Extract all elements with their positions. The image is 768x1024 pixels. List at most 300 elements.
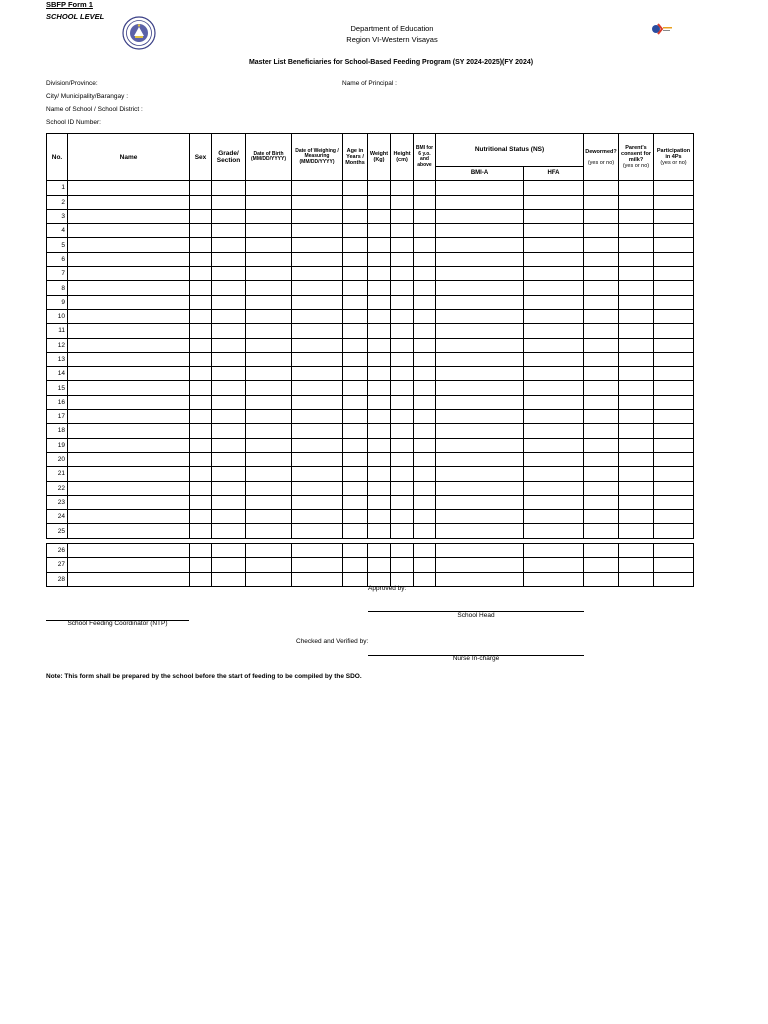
table-cell[interactable] bbox=[212, 424, 246, 438]
table-cell[interactable] bbox=[584, 338, 619, 352]
table-cell[interactable] bbox=[391, 295, 414, 309]
table-cell[interactable] bbox=[619, 495, 654, 509]
table-cell[interactable] bbox=[436, 252, 524, 266]
table-cell[interactable] bbox=[246, 209, 292, 223]
table-cell[interactable] bbox=[292, 481, 343, 495]
table-cell[interactable] bbox=[292, 352, 343, 366]
table-cell[interactable] bbox=[391, 381, 414, 395]
table-cell[interactable] bbox=[292, 558, 343, 572]
table-cell[interactable] bbox=[584, 195, 619, 209]
table-cell[interactable] bbox=[414, 281, 436, 295]
table-cell[interactable] bbox=[654, 424, 694, 438]
table-cell[interactable] bbox=[212, 324, 246, 338]
table-cell[interactable] bbox=[190, 281, 212, 295]
table-cell[interactable] bbox=[524, 495, 584, 509]
table-cell[interactable] bbox=[368, 381, 391, 395]
table-cell[interactable] bbox=[654, 452, 694, 466]
table-cell[interactable] bbox=[436, 438, 524, 452]
table-cell[interactable] bbox=[212, 267, 246, 281]
table-cell[interactable] bbox=[524, 267, 584, 281]
table-cell[interactable] bbox=[68, 209, 190, 223]
table-cell[interactable] bbox=[190, 209, 212, 223]
table-cell[interactable] bbox=[654, 438, 694, 452]
table-cell[interactable] bbox=[414, 467, 436, 481]
table-cell[interactable] bbox=[292, 495, 343, 509]
table-cell[interactable] bbox=[654, 295, 694, 309]
table-cell[interactable] bbox=[524, 352, 584, 366]
table-cell[interactable] bbox=[619, 572, 654, 586]
table-cell[interactable] bbox=[246, 524, 292, 538]
table-cell[interactable] bbox=[343, 452, 368, 466]
table-cell[interactable] bbox=[246, 352, 292, 366]
table-cell[interactable] bbox=[343, 424, 368, 438]
table-cell[interactable] bbox=[619, 209, 654, 223]
table-cell[interactable] bbox=[368, 495, 391, 509]
table-cell[interactable] bbox=[414, 524, 436, 538]
table-cell[interactable] bbox=[584, 281, 619, 295]
table-cell[interactable] bbox=[414, 381, 436, 395]
table-cell[interactable] bbox=[68, 324, 190, 338]
table-cell[interactable] bbox=[368, 467, 391, 481]
table-cell[interactable] bbox=[414, 252, 436, 266]
table-cell[interactable] bbox=[246, 324, 292, 338]
table-cell[interactable] bbox=[654, 195, 694, 209]
table-cell[interactable] bbox=[212, 467, 246, 481]
table-cell[interactable] bbox=[436, 558, 524, 572]
table-cell[interactable] bbox=[190, 395, 212, 409]
table-cell[interactable] bbox=[436, 195, 524, 209]
table-cell[interactable] bbox=[654, 572, 694, 586]
table-cell[interactable] bbox=[584, 495, 619, 509]
table-cell[interactable] bbox=[212, 181, 246, 195]
table-cell[interactable] bbox=[343, 381, 368, 395]
table-cell[interactable] bbox=[391, 181, 414, 195]
table-cell[interactable] bbox=[619, 267, 654, 281]
table-cell[interactable] bbox=[584, 544, 619, 558]
table-cell[interactable] bbox=[343, 524, 368, 538]
table-cell[interactable] bbox=[246, 510, 292, 524]
table-cell[interactable] bbox=[212, 410, 246, 424]
table-cell[interactable] bbox=[524, 481, 584, 495]
table-cell[interactable] bbox=[524, 524, 584, 538]
table-cell[interactable] bbox=[292, 367, 343, 381]
table-cell[interactable] bbox=[68, 510, 190, 524]
table-cell[interactable] bbox=[654, 267, 694, 281]
table-cell[interactable] bbox=[68, 281, 190, 295]
table-cell[interactable] bbox=[391, 352, 414, 366]
table-cell[interactable] bbox=[524, 424, 584, 438]
table-cell[interactable] bbox=[414, 224, 436, 238]
table-cell[interactable] bbox=[68, 495, 190, 509]
table-cell[interactable] bbox=[343, 352, 368, 366]
table-cell[interactable] bbox=[414, 238, 436, 252]
table-cell[interactable] bbox=[343, 338, 368, 352]
table-cell[interactable] bbox=[524, 195, 584, 209]
table-cell[interactable] bbox=[246, 309, 292, 323]
table-cell[interactable] bbox=[212, 524, 246, 538]
table-cell[interactable] bbox=[68, 438, 190, 452]
table-cell[interactable] bbox=[619, 438, 654, 452]
table-cell[interactable] bbox=[436, 324, 524, 338]
table-cell[interactable] bbox=[414, 452, 436, 466]
table-cell[interactable] bbox=[292, 267, 343, 281]
table-cell[interactable] bbox=[212, 381, 246, 395]
table-cell[interactable] bbox=[654, 309, 694, 323]
table-cell[interactable] bbox=[584, 467, 619, 481]
table-cell[interactable] bbox=[368, 481, 391, 495]
table-cell[interactable] bbox=[212, 238, 246, 252]
table-cell[interactable] bbox=[212, 572, 246, 586]
table-cell[interactable] bbox=[246, 267, 292, 281]
table-cell[interactable] bbox=[190, 524, 212, 538]
table-cell[interactable] bbox=[619, 181, 654, 195]
table-cell[interactable] bbox=[524, 395, 584, 409]
table-cell[interactable] bbox=[246, 281, 292, 295]
table-cell[interactable] bbox=[212, 252, 246, 266]
table-cell[interactable] bbox=[246, 395, 292, 409]
table-cell[interactable] bbox=[654, 209, 694, 223]
table-cell[interactable] bbox=[343, 495, 368, 509]
table-cell[interactable] bbox=[343, 252, 368, 266]
table-cell[interactable] bbox=[524, 238, 584, 252]
table-cell[interactable] bbox=[391, 338, 414, 352]
table-cell[interactable] bbox=[654, 495, 694, 509]
table-cell[interactable] bbox=[292, 195, 343, 209]
table-cell[interactable] bbox=[584, 224, 619, 238]
table-cell[interactable] bbox=[414, 209, 436, 223]
table-cell[interactable] bbox=[524, 209, 584, 223]
table-cell[interactable] bbox=[524, 224, 584, 238]
table-cell[interactable] bbox=[68, 395, 190, 409]
table-cell[interactable] bbox=[414, 438, 436, 452]
table-cell[interactable] bbox=[212, 544, 246, 558]
table-cell[interactable] bbox=[654, 467, 694, 481]
table-cell[interactable] bbox=[391, 267, 414, 281]
table-cell[interactable] bbox=[343, 238, 368, 252]
table-cell[interactable] bbox=[654, 238, 694, 252]
table-cell[interactable] bbox=[584, 238, 619, 252]
table-cell[interactable] bbox=[524, 324, 584, 338]
table-cell[interactable] bbox=[68, 224, 190, 238]
table-cell[interactable] bbox=[246, 452, 292, 466]
table-cell[interactable] bbox=[584, 424, 619, 438]
table-cell[interactable] bbox=[654, 381, 694, 395]
table-cell[interactable] bbox=[246, 367, 292, 381]
table-cell[interactable] bbox=[68, 424, 190, 438]
table-cell[interactable] bbox=[368, 238, 391, 252]
table-cell[interactable] bbox=[654, 224, 694, 238]
table-cell[interactable] bbox=[292, 324, 343, 338]
table-cell[interactable] bbox=[292, 438, 343, 452]
table-cell[interactable] bbox=[68, 238, 190, 252]
table-cell[interactable] bbox=[246, 467, 292, 481]
table-cell[interactable] bbox=[368, 544, 391, 558]
table-cell[interactable] bbox=[391, 238, 414, 252]
table-cell[interactable] bbox=[436, 467, 524, 481]
table-cell[interactable] bbox=[436, 367, 524, 381]
table-cell[interactable] bbox=[190, 367, 212, 381]
table-cell[interactable] bbox=[619, 281, 654, 295]
table-cell[interactable] bbox=[414, 181, 436, 195]
table-cell[interactable] bbox=[190, 238, 212, 252]
table-cell[interactable] bbox=[68, 267, 190, 281]
table-cell[interactable] bbox=[246, 410, 292, 424]
table-cell[interactable] bbox=[343, 295, 368, 309]
table-cell[interactable] bbox=[343, 324, 368, 338]
table-cell[interactable] bbox=[292, 295, 343, 309]
table-cell[interactable] bbox=[524, 452, 584, 466]
table-cell[interactable] bbox=[343, 510, 368, 524]
table-cell[interactable] bbox=[619, 352, 654, 366]
table-cell[interactable] bbox=[368, 309, 391, 323]
table-cell[interactable] bbox=[190, 510, 212, 524]
table-cell[interactable] bbox=[391, 544, 414, 558]
table-cell[interactable] bbox=[436, 510, 524, 524]
table-cell[interactable] bbox=[68, 467, 190, 481]
table-cell[interactable] bbox=[414, 395, 436, 409]
table-cell[interactable] bbox=[584, 181, 619, 195]
table-cell[interactable] bbox=[414, 352, 436, 366]
table-cell[interactable] bbox=[436, 544, 524, 558]
table-cell[interactable] bbox=[212, 352, 246, 366]
table-cell[interactable] bbox=[414, 510, 436, 524]
table-cell[interactable] bbox=[68, 524, 190, 538]
table-cell[interactable] bbox=[619, 238, 654, 252]
table-cell[interactable] bbox=[212, 195, 246, 209]
table-cell[interactable] bbox=[391, 309, 414, 323]
table-cell[interactable] bbox=[190, 267, 212, 281]
table-cell[interactable] bbox=[436, 281, 524, 295]
table-cell[interactable] bbox=[524, 544, 584, 558]
table-cell[interactable] bbox=[246, 558, 292, 572]
table-cell[interactable] bbox=[292, 544, 343, 558]
table-cell[interactable] bbox=[246, 195, 292, 209]
table-cell[interactable] bbox=[212, 224, 246, 238]
table-cell[interactable] bbox=[414, 424, 436, 438]
table-cell[interactable] bbox=[654, 395, 694, 409]
table-cell[interactable] bbox=[68, 252, 190, 266]
table-cell[interactable] bbox=[190, 224, 212, 238]
table-cell[interactable] bbox=[414, 544, 436, 558]
table-cell[interactable] bbox=[212, 338, 246, 352]
table-cell[interactable] bbox=[212, 481, 246, 495]
table-cell[interactable] bbox=[436, 424, 524, 438]
table-cell[interactable] bbox=[212, 281, 246, 295]
table-cell[interactable] bbox=[414, 367, 436, 381]
table-cell[interactable] bbox=[391, 209, 414, 223]
table-cell[interactable] bbox=[368, 395, 391, 409]
table-cell[interactable] bbox=[391, 224, 414, 238]
table-cell[interactable] bbox=[619, 452, 654, 466]
table-cell[interactable] bbox=[368, 324, 391, 338]
table-cell[interactable] bbox=[190, 324, 212, 338]
table-cell[interactable] bbox=[246, 481, 292, 495]
table-cell[interactable] bbox=[190, 544, 212, 558]
table-cell[interactable] bbox=[292, 572, 343, 586]
table-cell[interactable] bbox=[391, 367, 414, 381]
table-cell[interactable] bbox=[436, 267, 524, 281]
table-cell[interactable] bbox=[654, 181, 694, 195]
table-cell[interactable] bbox=[292, 452, 343, 466]
table-cell[interactable] bbox=[391, 452, 414, 466]
table-cell[interactable] bbox=[190, 195, 212, 209]
table-cell[interactable] bbox=[524, 281, 584, 295]
table-cell[interactable] bbox=[343, 395, 368, 409]
table-cell[interactable] bbox=[524, 181, 584, 195]
table-cell[interactable] bbox=[436, 410, 524, 424]
table-cell[interactable] bbox=[391, 324, 414, 338]
table-cell[interactable] bbox=[584, 367, 619, 381]
table-cell[interactable] bbox=[584, 481, 619, 495]
table-cell[interactable] bbox=[246, 544, 292, 558]
table-cell[interactable] bbox=[343, 481, 368, 495]
table-cell[interactable] bbox=[343, 572, 368, 586]
table-cell[interactable] bbox=[212, 209, 246, 223]
table-cell[interactable] bbox=[584, 309, 619, 323]
table-cell[interactable] bbox=[654, 338, 694, 352]
table-cell[interactable] bbox=[654, 410, 694, 424]
table-cell[interactable] bbox=[212, 395, 246, 409]
table-cell[interactable] bbox=[524, 467, 584, 481]
table-cell[interactable] bbox=[292, 252, 343, 266]
table-cell[interactable] bbox=[343, 195, 368, 209]
table-cell[interactable] bbox=[436, 572, 524, 586]
table-cell[interactable] bbox=[619, 252, 654, 266]
table-cell[interactable] bbox=[368, 295, 391, 309]
table-cell[interactable] bbox=[246, 295, 292, 309]
table-cell[interactable] bbox=[524, 252, 584, 266]
table-cell[interactable] bbox=[524, 510, 584, 524]
table-cell[interactable] bbox=[343, 224, 368, 238]
table-cell[interactable] bbox=[368, 438, 391, 452]
table-cell[interactable] bbox=[190, 424, 212, 438]
table-cell[interactable] bbox=[190, 572, 212, 586]
table-cell[interactable] bbox=[343, 281, 368, 295]
table-cell[interactable] bbox=[584, 295, 619, 309]
table-cell[interactable] bbox=[190, 410, 212, 424]
table-cell[interactable] bbox=[391, 424, 414, 438]
table-cell[interactable] bbox=[190, 438, 212, 452]
table-cell[interactable] bbox=[343, 209, 368, 223]
table-cell[interactable] bbox=[654, 252, 694, 266]
table-cell[interactable] bbox=[391, 281, 414, 295]
table-cell[interactable] bbox=[246, 438, 292, 452]
table-cell[interactable] bbox=[414, 324, 436, 338]
table-cell[interactable] bbox=[246, 424, 292, 438]
table-cell[interactable] bbox=[212, 452, 246, 466]
table-cell[interactable] bbox=[654, 324, 694, 338]
table-cell[interactable] bbox=[524, 438, 584, 452]
table-cell[interactable] bbox=[292, 381, 343, 395]
table-cell[interactable] bbox=[246, 495, 292, 509]
table-cell[interactable] bbox=[212, 367, 246, 381]
table-cell[interactable] bbox=[619, 224, 654, 238]
table-cell[interactable] bbox=[436, 481, 524, 495]
table-cell[interactable] bbox=[68, 381, 190, 395]
table-cell[interactable] bbox=[368, 558, 391, 572]
table-cell[interactable] bbox=[619, 410, 654, 424]
table-cell[interactable] bbox=[292, 238, 343, 252]
table-cell[interactable] bbox=[524, 410, 584, 424]
table-cell[interactable] bbox=[584, 324, 619, 338]
table-cell[interactable] bbox=[524, 309, 584, 323]
table-cell[interactable] bbox=[436, 209, 524, 223]
table-cell[interactable] bbox=[292, 510, 343, 524]
table-cell[interactable] bbox=[212, 495, 246, 509]
table-cell[interactable] bbox=[654, 544, 694, 558]
table-cell[interactable] bbox=[414, 295, 436, 309]
table-cell[interactable] bbox=[190, 381, 212, 395]
table-cell[interactable] bbox=[246, 238, 292, 252]
table-cell[interactable] bbox=[391, 524, 414, 538]
table-cell[interactable] bbox=[292, 424, 343, 438]
table-cell[interactable] bbox=[654, 524, 694, 538]
table-cell[interactable] bbox=[212, 558, 246, 572]
table-cell[interactable] bbox=[584, 252, 619, 266]
table-cell[interactable] bbox=[436, 452, 524, 466]
table-cell[interactable] bbox=[414, 267, 436, 281]
table-cell[interactable] bbox=[524, 338, 584, 352]
table-cell[interactable] bbox=[212, 510, 246, 524]
table-cell[interactable] bbox=[619, 324, 654, 338]
table-cell[interactable] bbox=[584, 510, 619, 524]
table-cell[interactable] bbox=[436, 524, 524, 538]
table-cell[interactable] bbox=[584, 452, 619, 466]
table-cell[interactable] bbox=[190, 452, 212, 466]
table-cell[interactable] bbox=[391, 410, 414, 424]
table-cell[interactable] bbox=[436, 495, 524, 509]
table-cell[interactable] bbox=[368, 338, 391, 352]
table-cell[interactable] bbox=[584, 381, 619, 395]
table-cell[interactable] bbox=[368, 195, 391, 209]
table-cell[interactable] bbox=[584, 572, 619, 586]
table-cell[interactable] bbox=[212, 295, 246, 309]
table-cell[interactable] bbox=[246, 224, 292, 238]
table-cell[interactable] bbox=[292, 524, 343, 538]
table-cell[interactable] bbox=[391, 481, 414, 495]
table-cell[interactable] bbox=[368, 224, 391, 238]
table-cell[interactable] bbox=[524, 367, 584, 381]
table-cell[interactable] bbox=[584, 267, 619, 281]
table-cell[interactable] bbox=[343, 558, 368, 572]
table-cell[interactable] bbox=[212, 309, 246, 323]
table-cell[interactable] bbox=[619, 338, 654, 352]
table-cell[interactable] bbox=[343, 438, 368, 452]
table-cell[interactable] bbox=[292, 338, 343, 352]
table-cell[interactable] bbox=[190, 558, 212, 572]
table-cell[interactable] bbox=[292, 395, 343, 409]
table-cell[interactable] bbox=[619, 481, 654, 495]
table-cell[interactable] bbox=[190, 495, 212, 509]
table-cell[interactable] bbox=[368, 410, 391, 424]
table-cell[interactable] bbox=[524, 295, 584, 309]
table-cell[interactable] bbox=[368, 181, 391, 195]
table-cell[interactable] bbox=[246, 252, 292, 266]
table-cell[interactable] bbox=[584, 558, 619, 572]
table-cell[interactable] bbox=[368, 424, 391, 438]
table-cell[interactable] bbox=[391, 558, 414, 572]
table-cell[interactable] bbox=[619, 195, 654, 209]
table-cell[interactable] bbox=[68, 572, 190, 586]
table-cell[interactable] bbox=[584, 395, 619, 409]
table-cell[interactable] bbox=[391, 395, 414, 409]
table-cell[interactable] bbox=[436, 395, 524, 409]
table-cell[interactable] bbox=[68, 452, 190, 466]
table-cell[interactable] bbox=[68, 309, 190, 323]
table-cell[interactable] bbox=[584, 209, 619, 223]
table-cell[interactable] bbox=[292, 309, 343, 323]
table-cell[interactable] bbox=[414, 338, 436, 352]
